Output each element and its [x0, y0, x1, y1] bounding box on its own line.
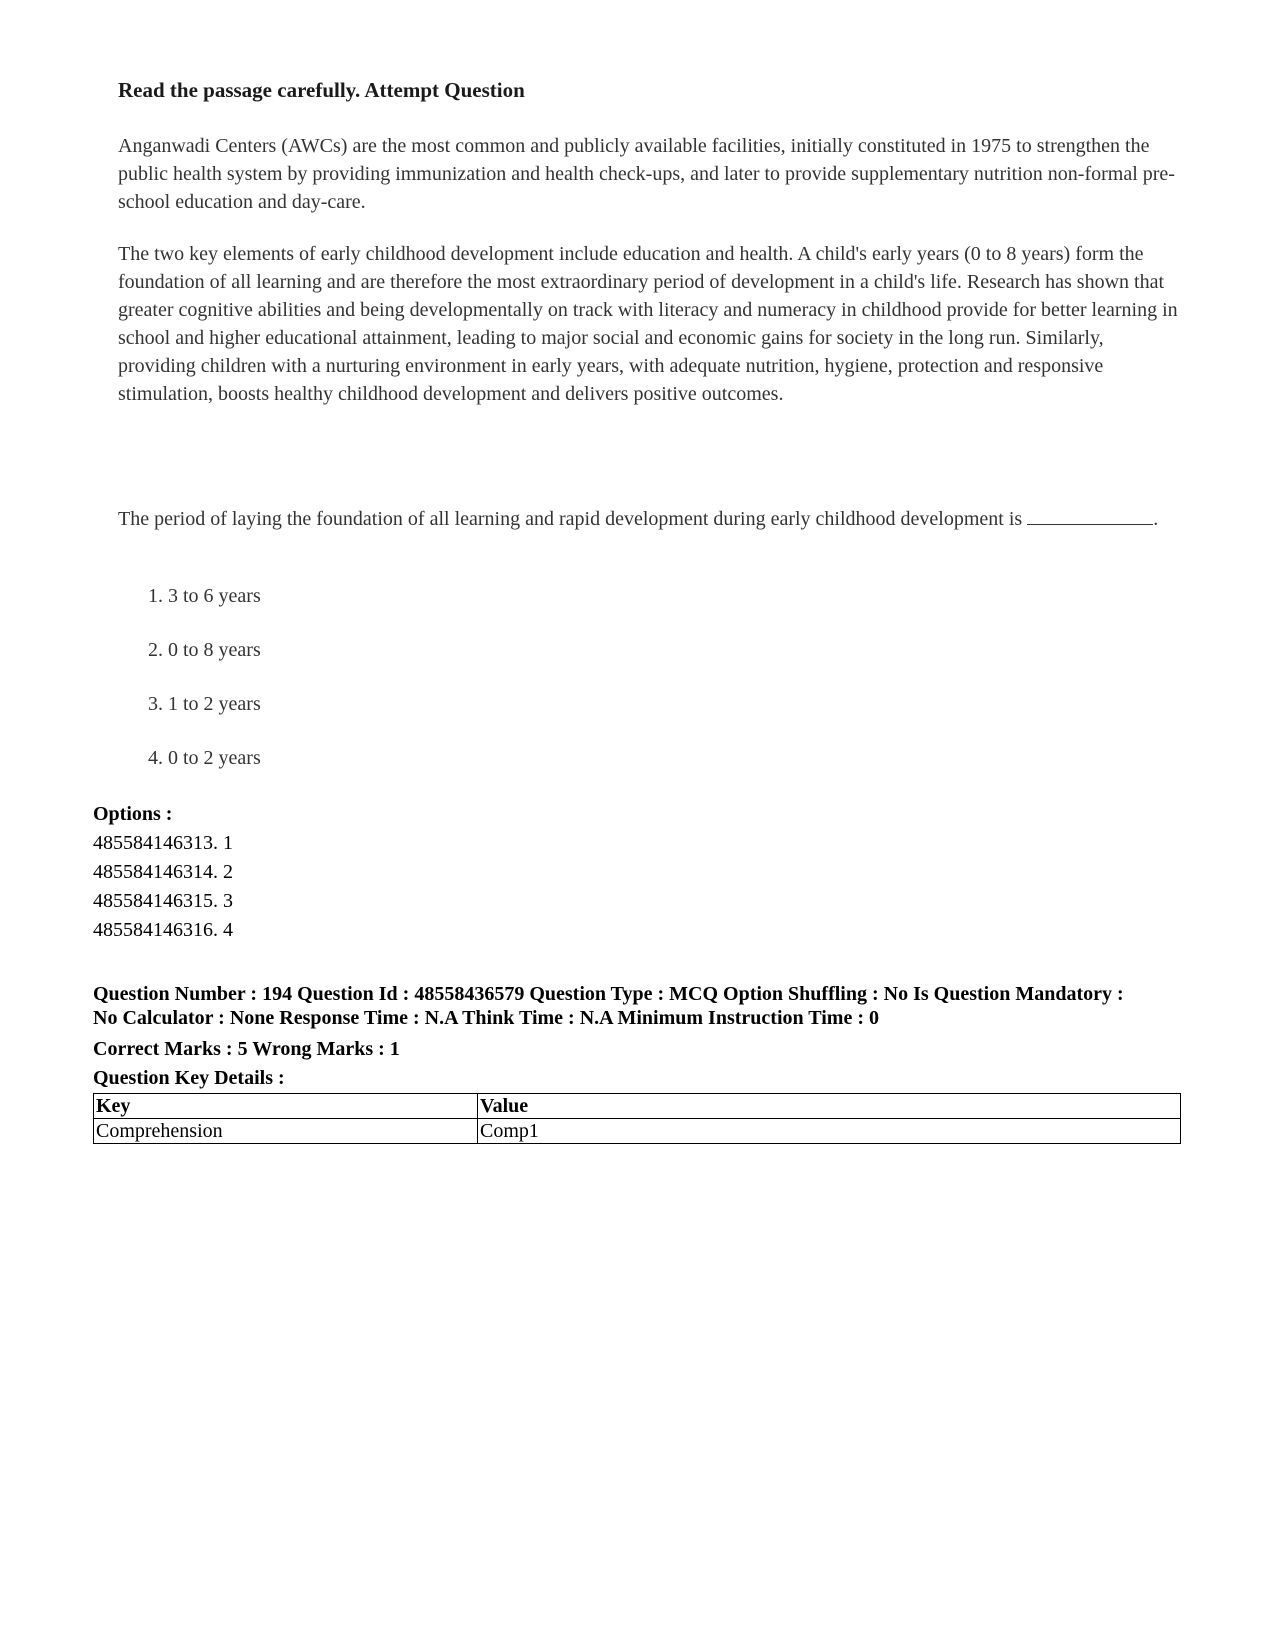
table-row — [94, 1119, 1181, 1144]
answer-blank — [1027, 504, 1153, 525]
metadata-line-1: Question Number : 194 Question Id : 48558436579 Question Type : MCQ Option Shuffling : No Is Question Mandatory : — [93, 983, 1124, 1005]
table-header-key: Key — [94, 1094, 478, 1119]
options-label: Options : — [93, 803, 173, 825]
choice-item: 3. 1 to 2 years — [148, 693, 261, 715]
question-end: . — [1153, 508, 1159, 530]
table-cell-value: Comp1 — [478, 1119, 1181, 1144]
choice-list — [148, 582, 261, 798]
marks-line: Correct Marks : 5 Wrong Marks : 1 — [93, 1038, 400, 1060]
passage-paragraph-1: Anganwadi Centers (AWCs) are the most common and publicly available facilities, initially constituted in 1975 to strengthen the public health system by providing immunization and health check-ups, and later to provide supplementary nutrition non-formal pre-school education and day-care. — [118, 135, 1175, 213]
option-id-list — [93, 829, 233, 945]
option-id-item: 485584146314. 2 — [93, 861, 233, 883]
passage-heading: Read the passage carefully. Attempt Question — [118, 78, 525, 102]
key-details-table — [93, 1093, 1181, 1144]
option-id-item: 485584146316. 4 — [93, 919, 233, 941]
table-cell-key: Comprehension — [94, 1119, 478, 1144]
question-text — [118, 504, 1178, 533]
key-details-label: Question Key Details : — [93, 1067, 285, 1089]
metadata-line-2: No Calculator : None Response Time : N.A Think Time : N.A Minimum Instruction Time : 0 — [93, 1007, 879, 1029]
choice-item: 4. 0 to 2 years — [148, 747, 261, 769]
question-metadata — [93, 982, 1183, 1030]
table-header-value: Value — [478, 1094, 1181, 1119]
choice-item: 1. 3 to 6 years — [148, 585, 261, 607]
choice-item: 2. 0 to 8 years — [148, 639, 261, 661]
question-stem: The period of laying the foundation of all learning and rapid development during early childhood development is — [118, 508, 1023, 530]
option-id-item: 485584146315. 3 — [93, 890, 233, 912]
passage-paragraph-2: The two key elements of early childhood development include education and health. A child's early years (0 to 8 years) form the foundation of all learning and are therefore the most extraordinary period of development in a child's life. Research has shown that greater cognitive abilities and being developmentally on track with literacy and numeracy in childhood provide for better learning in school and higher educational attainment, leading to major social and economic gains for society in the long run. Similarly, providing children with a nurturing environment in early years, with adequate nutrition, hygiene, protection and responsive stimulation, boosts healthy childhood development and delivers positive outcomes. — [118, 243, 1178, 405]
table-header-row — [94, 1094, 1181, 1119]
option-id-item: 485584146313. 1 — [93, 832, 233, 854]
